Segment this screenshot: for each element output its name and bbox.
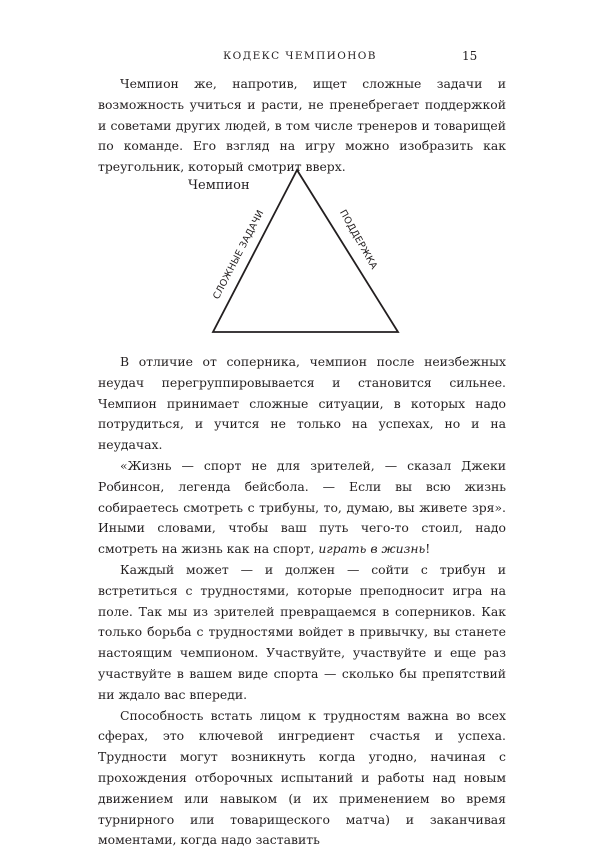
right-side-label: ПОДДЕРЖКА: [337, 208, 380, 272]
running-title: КОДЕКС ЧЕМПИОНОВ: [223, 50, 377, 62]
left-side-label: СЛОЖНЫЕ ЗАДАЧИ: [211, 208, 267, 302]
intro-text-block: [98, 74, 506, 178]
quote-text: «Жизнь — спорт не для зрителей, — сказал Джеки Робинсон, легенда бейсбола. — Если вы всю жизнь собираетесь смотреть с трибуны, то, думаю, вы живете зря». Иными словами, чтобы ваш путь чего-то стоил, надо смотреть на жизнь как на спорт,: [98, 457, 506, 557]
diagram-title: Чемпион: [188, 178, 250, 193]
intro-paragraph: Чемпион же, напротив, ищет сложные задачи и возможность учиться и расти, не пренебрегает поддержкой и советами других людей, в том числе тренеров и товарищей по команде. Его взгляд на игру можно изобразить как треугольник, который смотрит вверх.: [98, 76, 506, 175]
body-text-block: [98, 352, 506, 851]
body-paragraph-2: [98, 456, 506, 560]
quote-end: !: [425, 541, 431, 557]
body-paragraph-1: В отличие от соперника, чемпион после неизбежных неудач перегруппировывается и становится сильнее. Чемпион принимает сложные ситуации, в которых надо потрудиться, и учится не только на успехах, но и на неудачах.: [98, 354, 506, 453]
body-paragraph-4: Способность встать лицом к трудностям важна во всех сферах, это ключевой ингредиент счастья и успеха. Трудности могут возникнуть когда угодно, начиная с прохождения отборочных испытаний и работы над новым движением или навыком (и их применением во время турнирного или товарищеского матча) и заканчивая моментами, когда надо заставить: [98, 707, 506, 848]
body-paragraph-3: Каждый может — и должен — сойти с трибун и встретиться с трудностями, которые преподносит игра на поле. Так мы из зрителей превращаемся в соперников. Как только борьба с трудностями войдет в привычку, вы станете настоящим чемпионом. Участвуйте, участвуйте и еще раз участвуйте в вашем виде спорта — сколько бы препятствий ни ждало вас впереди.: [98, 561, 506, 702]
page-number: 15: [462, 49, 478, 63]
triangle-shape: [213, 170, 398, 332]
emphasis-text: играть в жизнь: [318, 541, 426, 557]
